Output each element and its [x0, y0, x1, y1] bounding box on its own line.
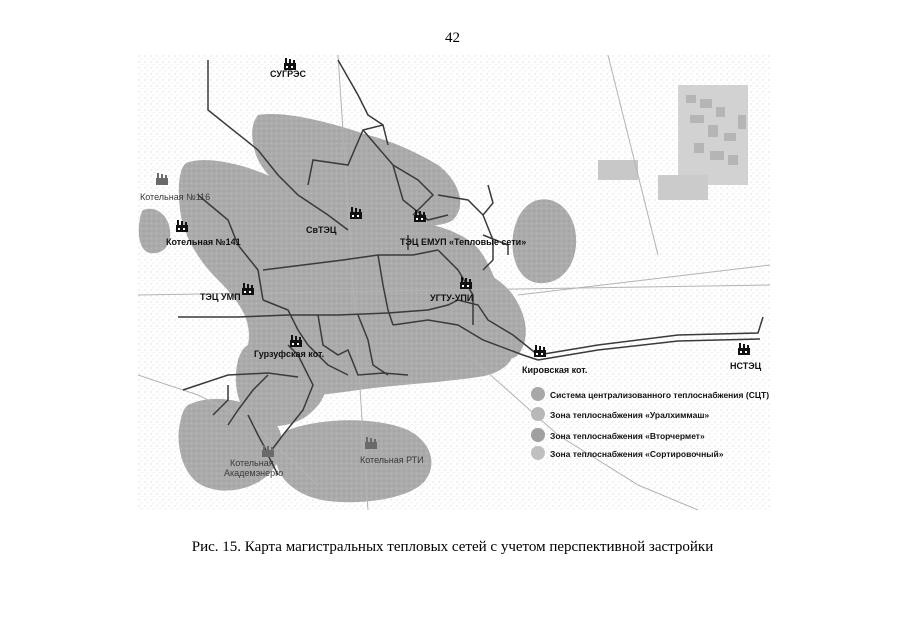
label-ugtu-upi: УГТУ-УПИ — [430, 293, 474, 303]
legend-label: Зона теплоснабжения «Вторчермет» — [550, 431, 705, 441]
legend-label: Система централизованного теплоснабжения (СЦТ) — [550, 390, 770, 400]
label-kot-116: Котельная №116 — [140, 192, 211, 202]
legend-swatch — [531, 407, 545, 421]
legend-swatch — [531, 387, 545, 401]
legend-label: Зона теплоснабжения «Сортировочный» — [550, 449, 724, 459]
legend-swatch — [531, 446, 545, 460]
page-number: 42 — [445, 30, 460, 46]
legend-swatch — [531, 428, 545, 442]
label-tec-ump: ТЭЦ УМП — [200, 292, 241, 302]
label-svtec: СвТЭЦ — [306, 225, 337, 235]
legend-item — [531, 428, 705, 442]
label-tec-emup: ТЭЦ ЕМУП «Тепловые сети» — [400, 237, 527, 247]
legend-item — [531, 446, 724, 460]
label-nstec: НСТЭЦ — [730, 361, 762, 371]
label-sugres: СУГРЭС — [270, 69, 306, 79]
label-kot-akadem-2: Академэнерго — [224, 468, 284, 478]
label-kot-akadem-1: Котельная — [230, 458, 274, 468]
legend-item — [531, 387, 769, 401]
label-kot-141: Котельная №141 — [166, 237, 241, 247]
label-gurzufskaya: Гурзуфская кот. — [254, 349, 325, 359]
heat-network-map — [138, 55, 770, 510]
label-kirovskaya: Кировская кот. — [522, 365, 588, 375]
label-kot-rti: Котельная РТИ — [360, 455, 424, 465]
legend-item — [531, 407, 709, 421]
legend-label: Зона теплоснабжения «Уралхиммаш» — [550, 410, 710, 420]
figure-caption: Рис. 15. Карта магистральных тепловых сетей с учетом перспективной застройки — [191, 539, 714, 555]
